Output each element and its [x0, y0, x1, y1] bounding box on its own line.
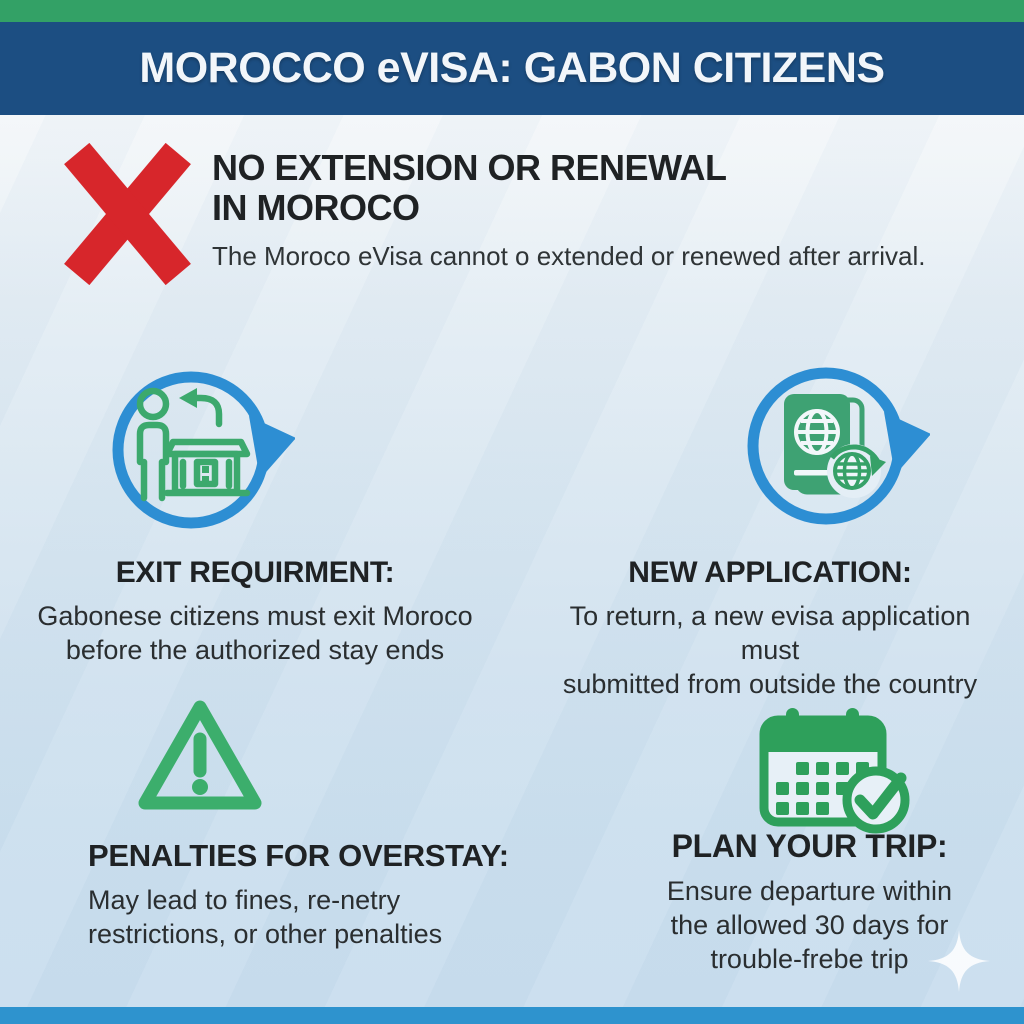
penalties-body: [88, 883, 518, 951]
heading-line-1: NO EXTENSION OR RENEWAL: [212, 147, 727, 188]
penalties-card: [88, 838, 518, 951]
body-line: before the authorized stay ends: [65, 635, 445, 665]
no-extension-text: [212, 143, 932, 285]
body-line: Ensure departure within: [666, 876, 953, 906]
body-line: submitted from outside the country: [562, 669, 978, 699]
plan-trip-heading: PLAN YOUR TRIP:: [671, 828, 948, 864]
body-line: Gabonese citizens must exit Moroco: [37, 601, 473, 631]
no-extension-body: The Moroco eVisa cannot o extended or renewed after arrival.: [212, 241, 926, 271]
warning-triangle-icon-svg: [137, 697, 263, 813]
body-line: the allowed 30 days for: [670, 910, 949, 940]
bottom-blue-bar: [0, 1007, 1024, 1024]
body-line: restrictions, or other penalties: [88, 919, 443, 949]
exit-cycle-icon: [103, 362, 295, 538]
new-application-heading: NEW APPLICATION:: [628, 556, 912, 589]
exit-requirement-card: [35, 556, 475, 667]
sparkle-icon: [928, 930, 990, 992]
calendar-check-icon: [752, 696, 920, 836]
passport-renewal-icon-svg: [738, 358, 930, 534]
top-green-bar: [0, 0, 1024, 22]
page-title: MOROCCO eVISA: GABON CITIZENS: [139, 44, 885, 92]
passport-renewal-icon: [738, 358, 930, 534]
new-application-card: [545, 556, 995, 701]
exit-requirement-body: [35, 599, 475, 667]
body-line: May lead to fines, re-netry: [88, 885, 401, 915]
sparkle-icon-svg: [928, 930, 990, 992]
heading-line-2: IN MOROCO: [212, 187, 420, 228]
body-line: trouble-frebe trip: [710, 944, 909, 974]
header-banner: [0, 22, 1024, 115]
penalties-heading: PENALTIES FOR OVERSTAY:: [88, 838, 509, 873]
red-x-icon-svg: [62, 143, 192, 285]
exit-requirement-heading: EXIT REQUIRMENT:: [115, 556, 395, 589]
exit-cycle-icon-svg: [103, 362, 295, 538]
new-application-body: [545, 599, 995, 701]
warning-triangle-icon: [137, 697, 263, 813]
no-extension-section: [62, 143, 932, 285]
calendar-check-icon-svg: [752, 696, 920, 836]
no-extension-heading: [212, 148, 932, 228]
body-line: To return, a new evisa application must: [569, 601, 971, 665]
red-x-icon: [62, 143, 192, 285]
